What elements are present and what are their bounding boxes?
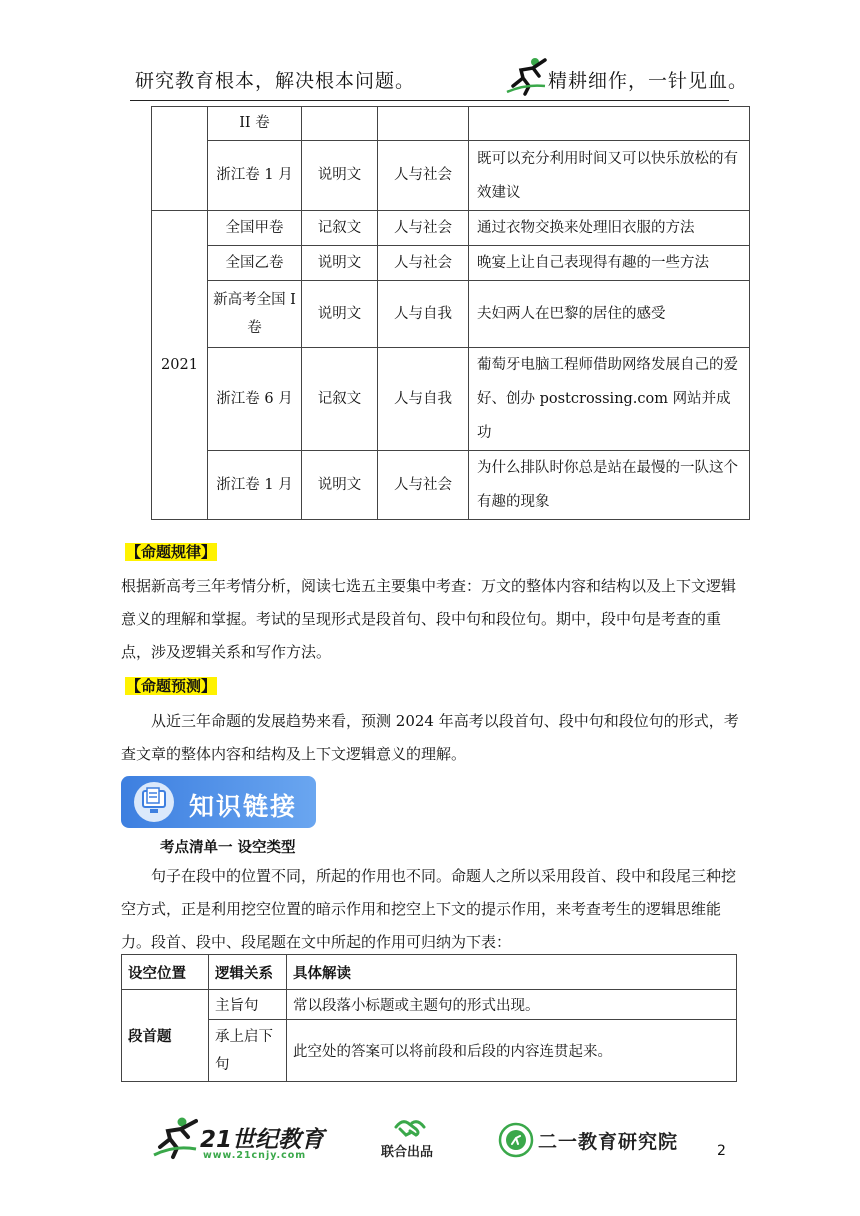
forecast-tag: 【命题预测】 (126, 677, 217, 695)
paper-cell: 浙江卷 1 月 (208, 451, 302, 520)
topic-cell: 为什么排队时你总是站在最慢的一队这个有趣的现象 (469, 451, 750, 520)
relation-cell: 主旨句 (209, 990, 287, 1020)
detail-cell: 常以段落小标题或主题句的形式出现。 (287, 990, 737, 1020)
year-cell (152, 107, 208, 211)
theme-cell (378, 107, 469, 141)
paper-cell: 新高考全国 I 卷 (208, 281, 302, 348)
topic-cell (469, 107, 750, 141)
paper-cell: II 卷 (208, 107, 302, 141)
paper-cell: 全国甲卷 (208, 211, 302, 246)
genre-cell: 记叙文 (302, 211, 378, 246)
table-row (152, 246, 750, 281)
table-row (122, 990, 737, 1020)
research-institute-label: 二一教育研究院 (538, 1131, 679, 1153)
topic-cell: 夫妇两人在巴黎的居住的感受 (469, 281, 750, 348)
table-row (122, 1020, 737, 1082)
column-header: 设空位置 (122, 955, 209, 990)
genre-cell: 说明文 (302, 141, 378, 211)
monitor-document-icon (134, 782, 174, 822)
21cnjy-runner-icon (152, 1115, 198, 1161)
table-row (152, 211, 750, 246)
genre-cell (302, 107, 378, 141)
header-divider (130, 100, 729, 101)
group-cell: 段首题 (122, 990, 209, 1082)
header-slogan-left: 研究教育根本，解决根本问题。 (135, 70, 416, 92)
table-row (152, 451, 750, 520)
topic-cell: 通过衣物交换来处理旧衣服的方法 (469, 211, 750, 246)
exam-topics-table (151, 106, 750, 520)
relation-cell: 承上启下句 (209, 1020, 287, 1082)
detail-cell: 此空处的答案可以将前段和后段的内容连贯起来。 (287, 1020, 737, 1082)
theme-cell: 人与社会 (378, 451, 469, 520)
theme-cell: 人与社会 (378, 211, 469, 246)
banner-title: 知识链接 (189, 792, 298, 821)
page-number: 2 (717, 1143, 726, 1159)
forecast-paragraph: 从近三年命题的发展趋势来看，预测 2024 年高考以段首句、段中句和段位句的形式，考查文章的整体内容和结构及上下文逻辑意义的理解。 (121, 712, 739, 763)
checklist-heading: 考点清单一 设空类型 (160, 840, 296, 856)
topic-cell: 晚宴上让自己表现得有趣的一些方法 (469, 246, 750, 281)
joint-production-label: 联合出品 (381, 1145, 434, 1160)
table-row (152, 107, 750, 141)
paper-cell: 浙江卷 1 月 (208, 141, 302, 211)
rule-paragraph: 根据新高考三年考情分析，阅读七选五主要集中考查：万文的整体内容和结构以及上下文逻辑意义的理解和掌握。考试的呈现形式是段首句、段中句和段位句。期中，段中句是考查的重点，涉及逻辑关系和写作方法。 (121, 577, 737, 661)
blank-type-table (121, 954, 737, 1082)
theme-cell: 人与自我 (378, 281, 469, 348)
table-header-row (122, 955, 737, 990)
21cnjy-logo-url: www.21cnjy.com (203, 1150, 307, 1161)
column-header: 逻辑关系 (209, 955, 287, 990)
table-row (152, 281, 750, 348)
topic-cell: 既可以充分利用时间又可以快乐放松的有效建议 (469, 141, 750, 211)
year-cell: 2021 (152, 211, 208, 520)
theme-cell: 人与社会 (378, 141, 469, 211)
genre-cell: 说明文 (302, 281, 378, 348)
rule-tag-line (125, 536, 217, 569)
genre-cell: 说明文 (302, 246, 378, 281)
runner-logo-icon (505, 56, 547, 96)
theme-cell: 人与自我 (378, 348, 469, 451)
21cnjy-logo-text: 21世纪教育 (200, 1127, 325, 1153)
theme-cell: 人与社会 (378, 246, 469, 281)
paper-cell: 浙江卷 6 月 (208, 348, 302, 451)
topic-cell: 葡萄牙电脑工程师借助网络发展自己的爱好、创办 postcrossing.com 网站并成功 (469, 348, 750, 451)
column-header: 具体解读 (287, 955, 737, 990)
rule-tag: 【命题规律】 (126, 543, 217, 561)
header-slogan-right: 精耕细作，一针见血。 (548, 70, 749, 92)
table-row (152, 348, 750, 451)
checklist-paragraph: 句子在段中的位置不同，所起的作用也不同。命题人之所以采用段首、段中和段尾三种挖空方式，正是利用挖空位置的暗示作用和挖空上下文的提示作用，来考查考生的逻辑思维能力。段首、段中、段尾题在文中所起的作用可归纳为下表： (121, 867, 737, 951)
genre-cell: 记叙文 (302, 348, 378, 451)
paper-cell: 全国乙卷 (208, 246, 302, 281)
handshake-icon (394, 1115, 426, 1139)
forecast-tag-line (125, 670, 217, 703)
table-row (152, 141, 750, 211)
research-institute-seal-icon (498, 1122, 534, 1158)
genre-cell: 说明文 (302, 451, 378, 520)
